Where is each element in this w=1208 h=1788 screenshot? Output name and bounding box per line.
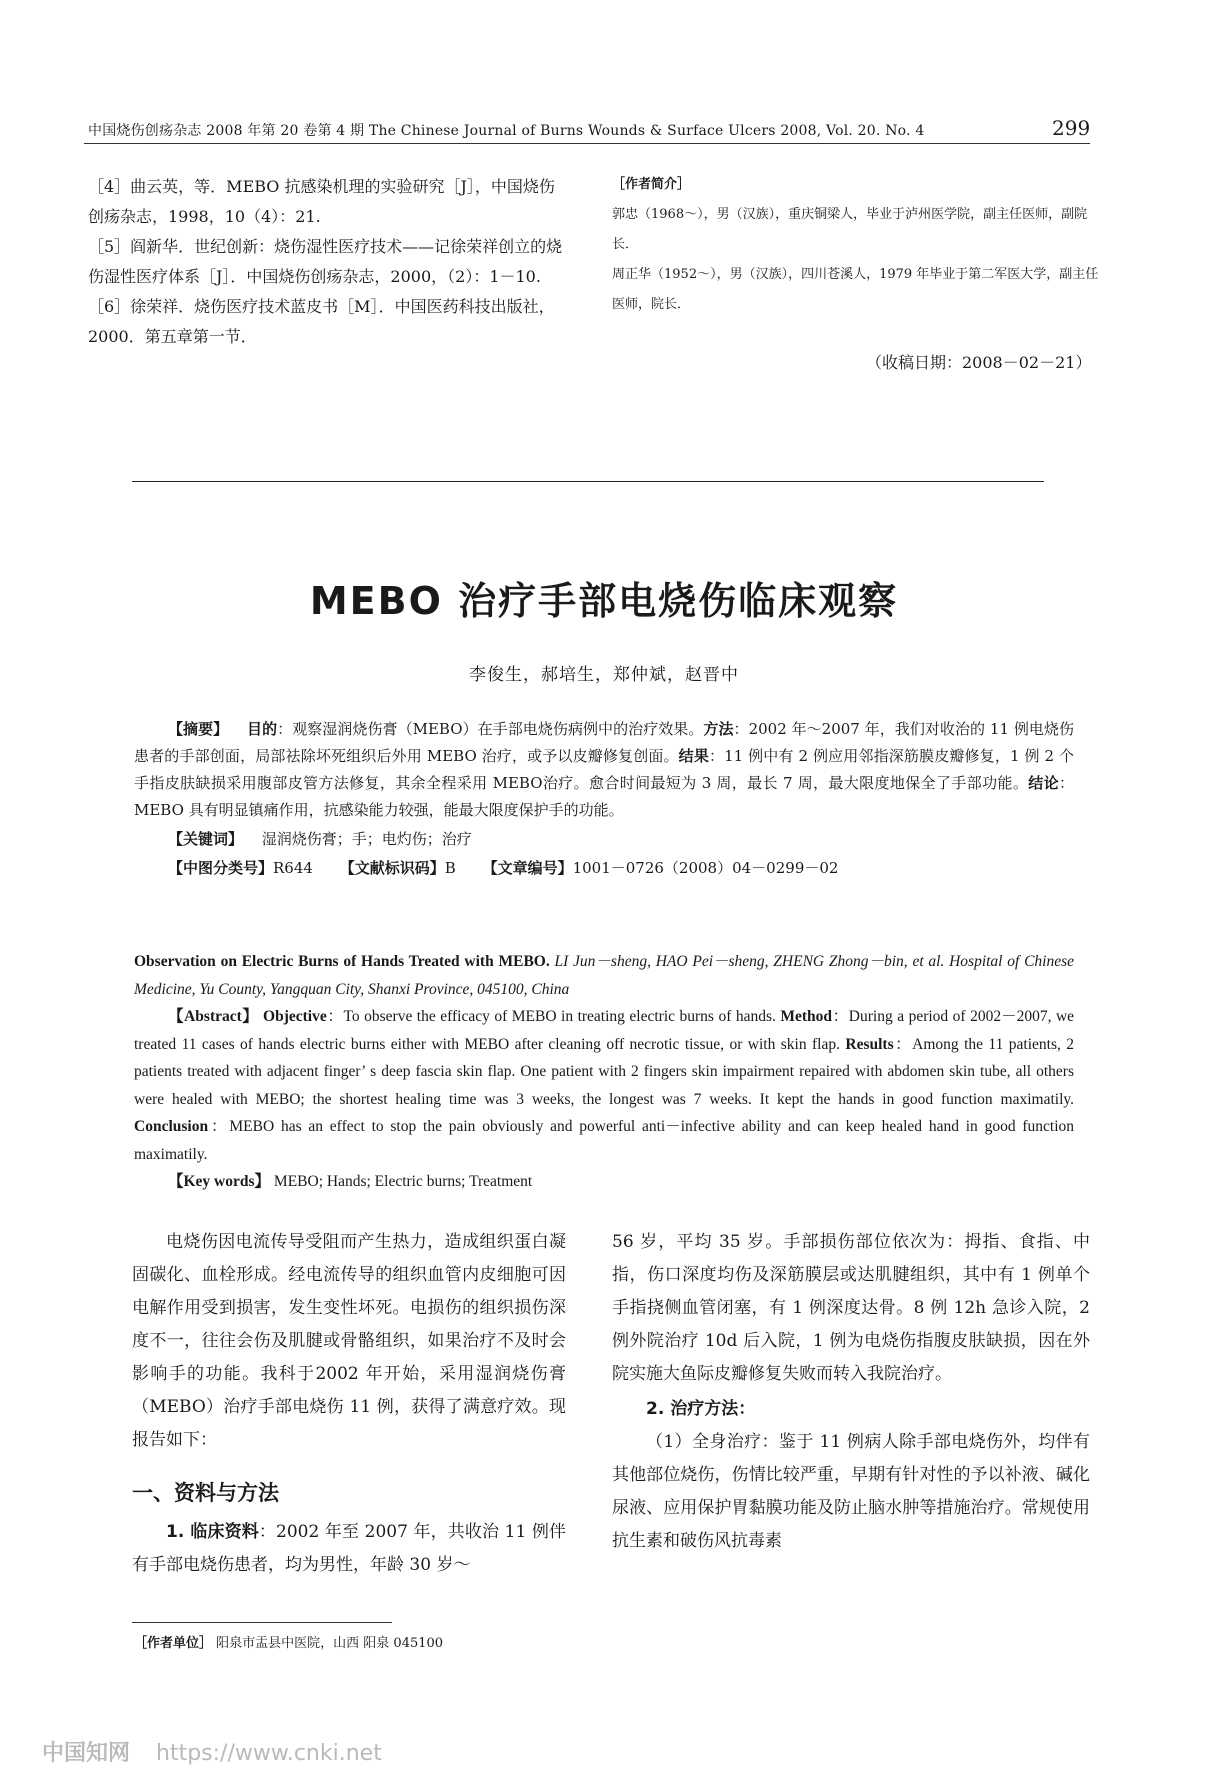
clinical-data-label: 1. 临床资料 (166, 1522, 259, 1542)
article-title: MEBO 治疗手部电烧伤临床观察 (309, 579, 899, 623)
treatment-heading: 2. 治疗方法： (646, 1399, 756, 1419)
english-abstract-label: 【Abstract】 (168, 1008, 259, 1025)
class-number-label: 【中图分类号】 (168, 859, 274, 877)
result-text: ：11 例中有 2 例应用邻指深筋膜皮瓣修复，1 例 2 个手指皮肤缺损采用腹部皮管方法修复，其余全程采用 MEBO治疗。愈合时间最短为 3 周，最长 7 周，最大限度地保全了手部功能。 (134, 747, 1074, 792)
keywords-text: 湿润烧伤膏；手；电灼伤；治疗 (261, 830, 472, 848)
reference-item: ［6］徐荣祥．烧伤医疗技术蓝皮书［M］．中国医药科技出版社，2000．第五章第一节． (88, 297, 555, 346)
doc-code-label: 【文献标识码】 (339, 859, 445, 877)
method-text: ：2002 年～2007 年，我们对收治的 11 例电烧伤患者的手部创面，局部祛除坏死组织后外用 MEBO 治疗，或予以皮瓣修复创面。 (134, 720, 1074, 765)
english-results-text: ：Among the 11 patients, 2 patients treated with adjacent finger’ s deep fascia skin flap. One patient with 2 fingers skin impairment repaired with abdomen skin tube, all others were healed with MEBO; the shortest healing time was 3 weeks, the longest was 7 weeks. It kept the hands in good function maximatily. (134, 1035, 1075, 1108)
english-objective-text: ：To observe the efficacy of MEBO in treating electric burns of hands. (326, 1008, 776, 1025)
header-rule (84, 143, 1090, 144)
english-keywords-label: 【Key words】 (168, 1173, 271, 1190)
method-label: 方法 (703, 720, 734, 738)
conclusion-text: ：MEBO 具有明显镇痛作用，抗感染能力较强，能最大限度保护手的功能。 (134, 774, 1074, 819)
english-conclusion-label: Conclusion (134, 1118, 209, 1135)
cnki-url: https://www.cnki.net (156, 1741, 382, 1766)
objective-label: 目的 (247, 720, 278, 738)
body-left-column (132, 1226, 566, 1582)
english-title: Observation on Electric Burns of Hands Treated with MEBO. (134, 953, 550, 970)
objective-text: ：观察湿润烧伤膏（MEBO）在手部电烧伤病例中的治疗效果。 (277, 720, 704, 738)
cnki-watermark (42, 1736, 382, 1767)
reference-item: ［4］曲云英，等．MEBO 抗感染机理的实验研究［J］，中国烧伤创疡杂志，1998，10（4）：21. (88, 177, 555, 226)
article-number-label: 【文章编号】 (482, 859, 573, 877)
cnki-logo: 中国知网 (42, 1741, 131, 1766)
author-affiliation (134, 1632, 443, 1651)
english-abstract (134, 948, 1074, 1196)
right-paragraph: 56 岁，平均 35 岁。手部损伤部位依次为：拇指、食指、中指，伤口深度均伤及深筋膜层或达肌腱组织，其中有 1 例单个手指挠侧血管闭塞，有 1 例深度达骨。8 例 12h 急诊入院，2 例外院治疗 10d 后入院，1 例为电烧伤指腹皮肤缺损，因在外院实施大鱼际皮瓣修复失败而转入我院治疗。 (612, 1232, 1090, 1384)
abstract-label: 【摘要】 (168, 720, 229, 738)
english-keywords-text: MEBO; Hands; Electric burns; Treatment (273, 1173, 533, 1190)
article-number-value: 1001－0726（2008）04－0299－02 (572, 859, 839, 877)
footnote-rule (132, 1622, 392, 1623)
author-intro-line: 周正华（1952～），男（汉族），四川苍溪人，1979 年毕业于第二军医大学，副主任医师，院长． (612, 267, 1099, 312)
article-authors: 李俊生，郝培生，郑仲斌，赵晋中 (469, 665, 739, 685)
conclusion-label: 结论 (1028, 774, 1059, 792)
running-header: 中国烧伤创疡杂志 2008 年第 20 卷第 4 期 The Chinese Journal of Burns Wounds & Surface Ulcers 2008, Vol. 20. No. 4 (88, 123, 925, 139)
section-heading: 一、资料与方法 (132, 1481, 279, 1505)
doc-code-value: B (444, 859, 456, 877)
english-method-label: Method (780, 1008, 833, 1025)
english-results-label: Results (845, 1035, 894, 1053)
author-intro-line: 郭忠（1968～），男（汉族），重庆铜梁人，毕业于泸州医学院，副主任医师，副院长． (612, 207, 1088, 252)
english-method-text: ：During a period of 2002－2007, we treated 11 cases of hands electric burns either with MEBO after cleaning off necrotic tissue, or with skin flap. (134, 1008, 1075, 1053)
english-objective-label: Objective (263, 1008, 327, 1025)
affiliation-label: ［作者单位］ (134, 1636, 213, 1651)
author-intro-label: ［作者简介］ (612, 177, 691, 192)
right-paragraph: （1）全身治疗：鉴于 11 例病人除手部电烧伤外，均伴有其他部位烧伤，伤情比较严重，早期有针对性的予以补液、碱化尿液、应用保护胃黏膜功能及防止脑水肿等措施治疗。常规使用抗生素和破伤风抗毒素 (612, 1432, 1090, 1551)
page-number: 299 (1052, 116, 1091, 140)
author-intro (612, 170, 1100, 320)
clinical-data-text: ：2002 年至 2007 年，共收治 11 例伴有手部电烧伤患者，均为男性，年龄 30 岁～ (132, 1522, 566, 1575)
class-number-value: R644 (273, 859, 313, 877)
chinese-abstract (134, 716, 1074, 882)
received-date: （收稿日期：2008－02－21） (866, 353, 1092, 372)
result-label: 结果 (678, 747, 709, 765)
reference-list (88, 172, 570, 352)
body-right-column (612, 1226, 1090, 1558)
english-conclusion-text: ：MEBO has an effect to stop the pain obviously and powerful anti－infective ability and can keep healed hand in good function maximatily. (134, 1118, 1074, 1163)
english-authors: LI Jun－sheng, HAO Pei－sheng, ZHENG Zhong－bin, et al. Hospital of Chinese Medicine, Yu County, Yangquan City, Shanxi Province, 045100, China (134, 953, 1075, 998)
article-divider (132, 481, 1044, 482)
intro-paragraph: 电烧伤因电流传导受阻而产生热力，造成组织蛋白凝固碳化、血栓形成。经电流传导的组织血管内皮细胞可因电解作用受到损害，发生变性坏死。电损伤的组织损伤深度不一，往往会伤及肌腱或骨骼组织，如果治疗不及时会影响手的功能。我科于2002 年开始，采用湿润烧伤膏（MEBO）治疗手部电烧伤 11 例，获得了满意疗效。现报告如下： (132, 1232, 566, 1450)
keywords-label: 【关键词】 (168, 830, 244, 848)
affiliation-text: 阳泉市盂县中医院，山西 阳泉 045100 (216, 1636, 444, 1651)
reference-item: ［5］阎新华．世纪创新：烧伤湿性医疗技术——记徐荣祥创立的烧伤湿性医疗体系［J］．中国烧伤创疡杂志，2000，（2）：1－10. (88, 237, 563, 286)
